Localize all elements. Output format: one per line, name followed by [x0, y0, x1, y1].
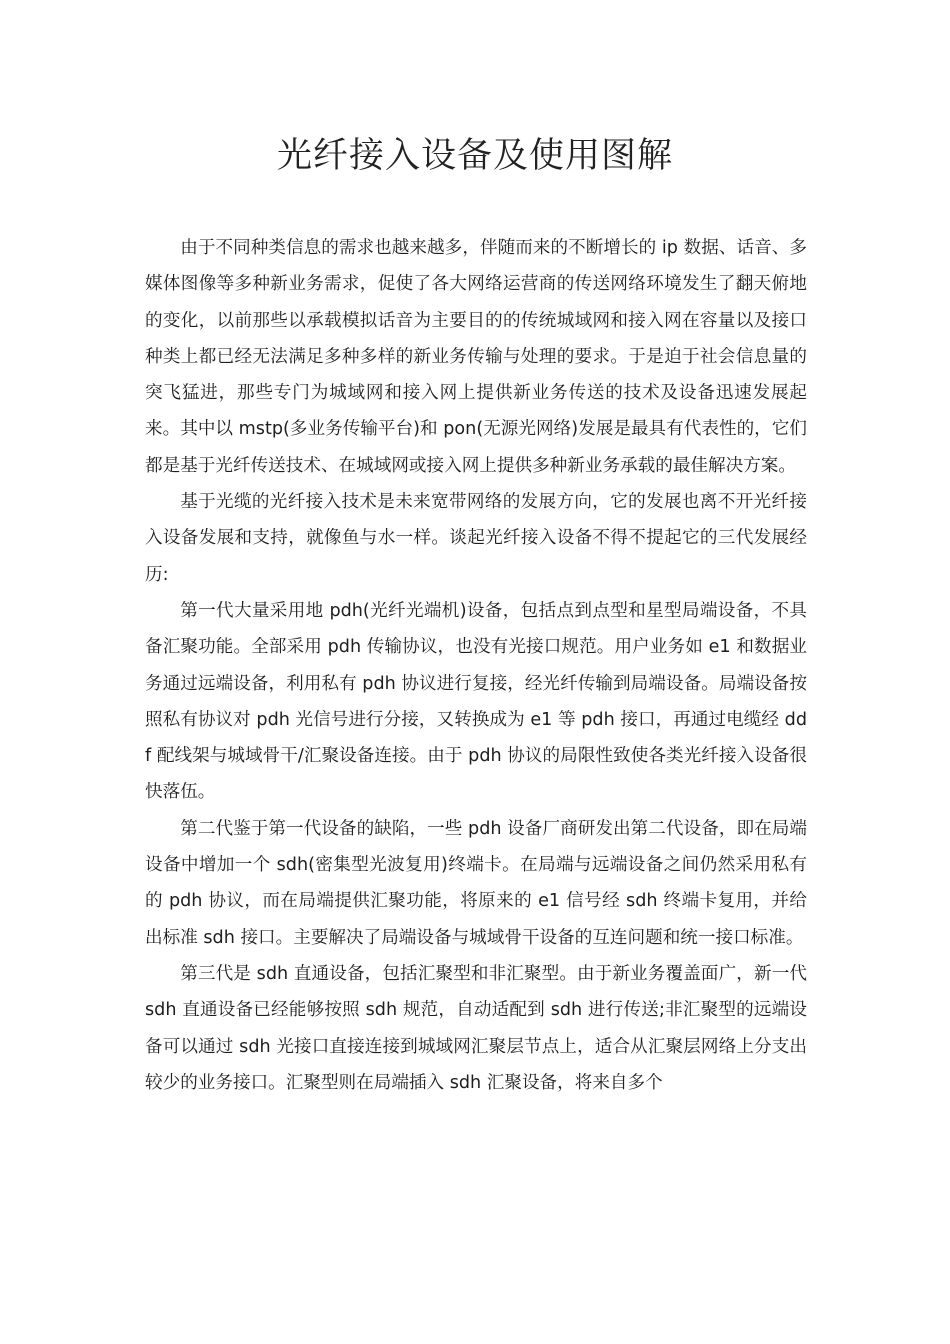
- document-title: 光纤接入设备及使用图解: [276, 136, 673, 176]
- paragraph-first-generation: 第一代大量采用地 pdh(光纤光端机)设备，包括点到点型和星型局端设备，不具备汇聚功能。全部采用 pdh 传输协议，也没有光接口规范。用户业务如 e1 和数据业务通过远端设备，利用私有 pdh 协议进行复接，经光纤传输到局端设备。局端设备按照私有协议对 pdh 光信号进行分接，又转换成为 e1 等 pdh 接口，再通过电缆经 ddf 配线架与城域骨干/汇聚设备连接。由于 pdh 协议的局限性致使各类光纤接入设备很快落伍。: [145, 600, 807, 803]
- paragraph-intro: 由于不同种类信息的需求也越来越多，伴随而来的不断增长的 ip 数据、话音、多媒体图像等多种新业务需求，促使了各大网络运营商的传送网络环境发生了翻天俯地的变化，以前那些以承载模拟话音为主要目的的传统城域网和接入网在容量以及接口种类上都已经无法满足多种多样的新业务传输与处理的要求。于是迫于社会信息量的突飞猛进，那些专门为城域网和接入网上提供新业务传送的技术及设备迅速发展起来。其中以 mstp(多业务传输平台)和 pon(无源光网络)发展是最具有代表性的，它们都是基于光纤传送技术、在城域网或接入网上提供多种新业务承载的最佳解决方案。: [145, 238, 807, 476]
- paragraph-second-generation: 第二代鉴于第一代设备的缺陷，一些 pdh 设备厂商研发出第二代设备，即在局端设备中增加一个 sdh(密集型光波复用)终端卡。在局端与远端设备之间仍然采用私有的 pdh 协议，而在局端提供汇聚功能，将原来的 e1 信号经 sdh 终端卡复用，并给出标准 sdh 接口。主要解决了局端设备与城域骨干设备的互连问题和统一接口标准。: [145, 818, 807, 948]
- document-body: [145, 230, 807, 1101]
- paragraph-fiber-access: 基于光缆的光纤接入技术是未来宽带网络的发展方向，它的发展也离不开光纤接入设备发展和支持，就像鱼与水一样。谈起光纤接入设备不得不提起它的三代发展经历:: [145, 492, 807, 585]
- paragraph-third-generation: 第三代是 sdh 直通设备，包括汇聚型和非汇聚型。由于新业务覆盖面广，新一代 sdh 直通设备已经能够按照 sdh 规范，自动适配到 sdh 进行传送;非汇聚型的远端设备可以通过 sdh 光接口直接连接到城域网汇聚层节点上，适合从汇聚层网络上分支出较少的业务接口。汇聚型则在局端插入 sdh 汇聚设备，将来自多个: [145, 963, 807, 1093]
